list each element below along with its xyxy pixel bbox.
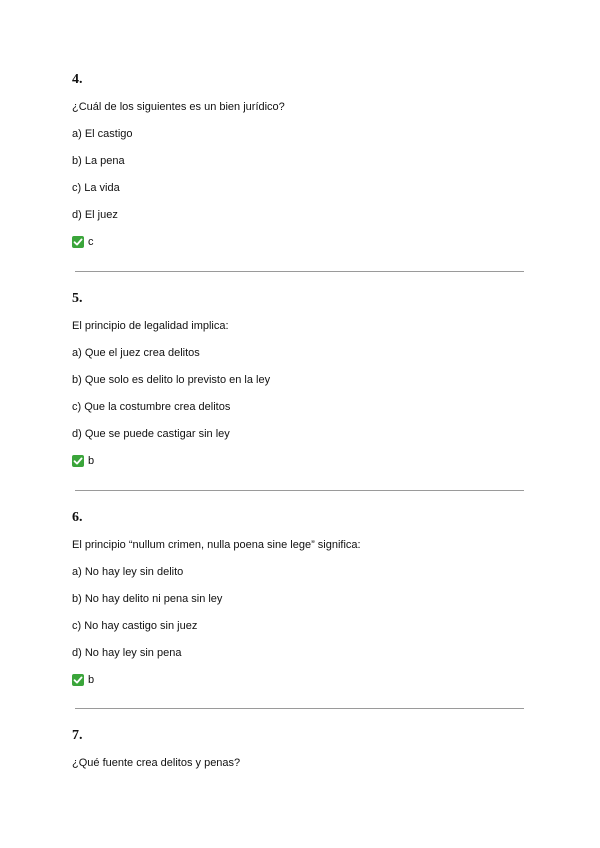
separator-line <box>75 708 524 709</box>
separator-line <box>75 490 524 491</box>
option-c: c) No hay castigo sin juez <box>72 620 198 632</box>
option-b: b) La pena <box>72 155 125 167</box>
answer-letter: c <box>88 236 94 248</box>
question-6 <box>72 509 524 687</box>
question-text: El principio de legalidad implica: <box>72 320 229 332</box>
question-number: 6. <box>72 510 83 525</box>
separator-line <box>75 271 524 272</box>
option-b: b) No hay delito ni pena sin ley <box>72 593 223 605</box>
option-a: a) No hay ley sin delito <box>72 566 184 578</box>
question-text: ¿Cuál de los siguientes es un bien jurídico? <box>72 101 285 113</box>
answer-letter: b <box>88 674 95 686</box>
option-d: d) El juez <box>72 209 118 221</box>
answer <box>72 673 524 687</box>
option-d: d) Que se puede castigar sin ley <box>72 428 230 440</box>
check-mark-icon <box>72 236 84 248</box>
answer <box>72 235 524 249</box>
option-b: b) Que solo es delito lo previsto en la ley <box>72 374 271 386</box>
check-mark-icon <box>72 455 84 467</box>
question-number: 5. <box>72 291 83 306</box>
check-mark-icon <box>72 674 84 686</box>
option-a: a) Que el juez crea delitos <box>72 347 200 359</box>
option-a: a) El castigo <box>72 128 133 140</box>
answer <box>72 454 524 468</box>
question-7 <box>72 727 524 770</box>
question-text: El principio “nullum crimen, nulla poena sine lege” significa: <box>72 539 361 551</box>
question-5 <box>72 290 524 468</box>
question-number: 4. <box>72 72 83 87</box>
question-4 <box>72 71 524 249</box>
question-number: 7. <box>72 728 83 743</box>
answer-letter: b <box>88 455 95 467</box>
option-c: c) La vida <box>72 182 120 194</box>
question-text: ¿Qué fuente crea delitos y penas? <box>72 757 241 769</box>
option-d: d) No hay ley sin pena <box>72 647 182 659</box>
option-c: c) Que la costumbre crea delitos <box>72 401 231 413</box>
